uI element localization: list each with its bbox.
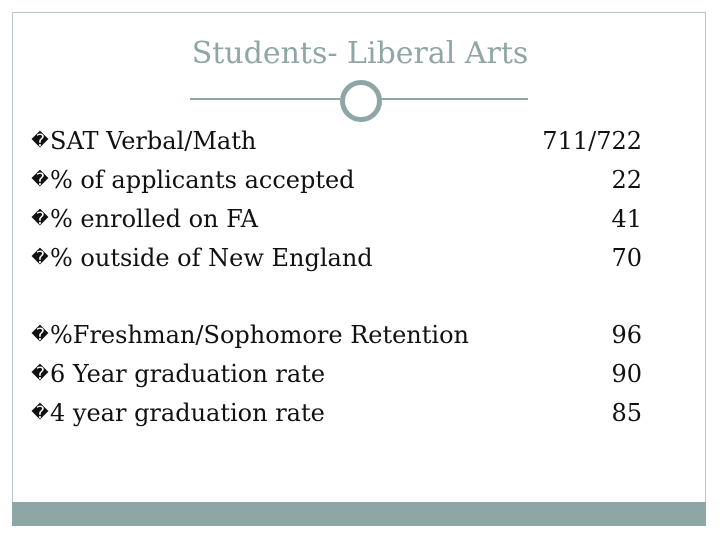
stat-value: 85 <box>611 399 642 427</box>
stat-row <box>30 202 670 236</box>
stat-row <box>30 396 670 430</box>
stat-row <box>30 318 670 352</box>
stat-label: 4 year graduation rate <box>50 399 325 427</box>
stat-label: % outside of New England <box>50 244 373 272</box>
stat-value: 22 <box>611 166 642 194</box>
title-rule-left <box>190 98 340 100</box>
stat-label: % enrolled on FA <box>50 205 258 233</box>
bullet-icon: � <box>31 364 49 384</box>
stat-row <box>30 163 670 197</box>
bullet-icon: � <box>31 170 49 190</box>
stat-label: % of applicants accepted <box>50 166 355 194</box>
stat-label: 6 Year graduation rate <box>50 360 326 388</box>
bullet-icon: � <box>31 325 49 345</box>
bullet-icon: � <box>31 131 49 151</box>
stat-value: 90 <box>611 360 642 388</box>
stat-label: %Freshman/Sophomore Retention <box>50 321 469 349</box>
title-rule-right <box>380 98 528 100</box>
stat-value: 70 <box>611 244 642 272</box>
title-circle-ornament <box>340 80 382 122</box>
slide-title: Students- Liberal Arts <box>191 36 529 71</box>
bullet-icon: � <box>31 403 49 423</box>
bullet-icon: � <box>31 209 49 229</box>
stat-label: SAT Verbal/Math <box>50 127 257 155</box>
footer-bar <box>12 502 706 526</box>
bullet-icon: � <box>31 248 49 268</box>
stat-value: 41 <box>611 205 642 233</box>
stat-row <box>30 357 670 391</box>
stat-value: 711/722 <box>542 127 642 155</box>
stat-value: 96 <box>611 321 642 349</box>
stat-row <box>30 124 670 158</box>
stat-row <box>30 241 670 275</box>
